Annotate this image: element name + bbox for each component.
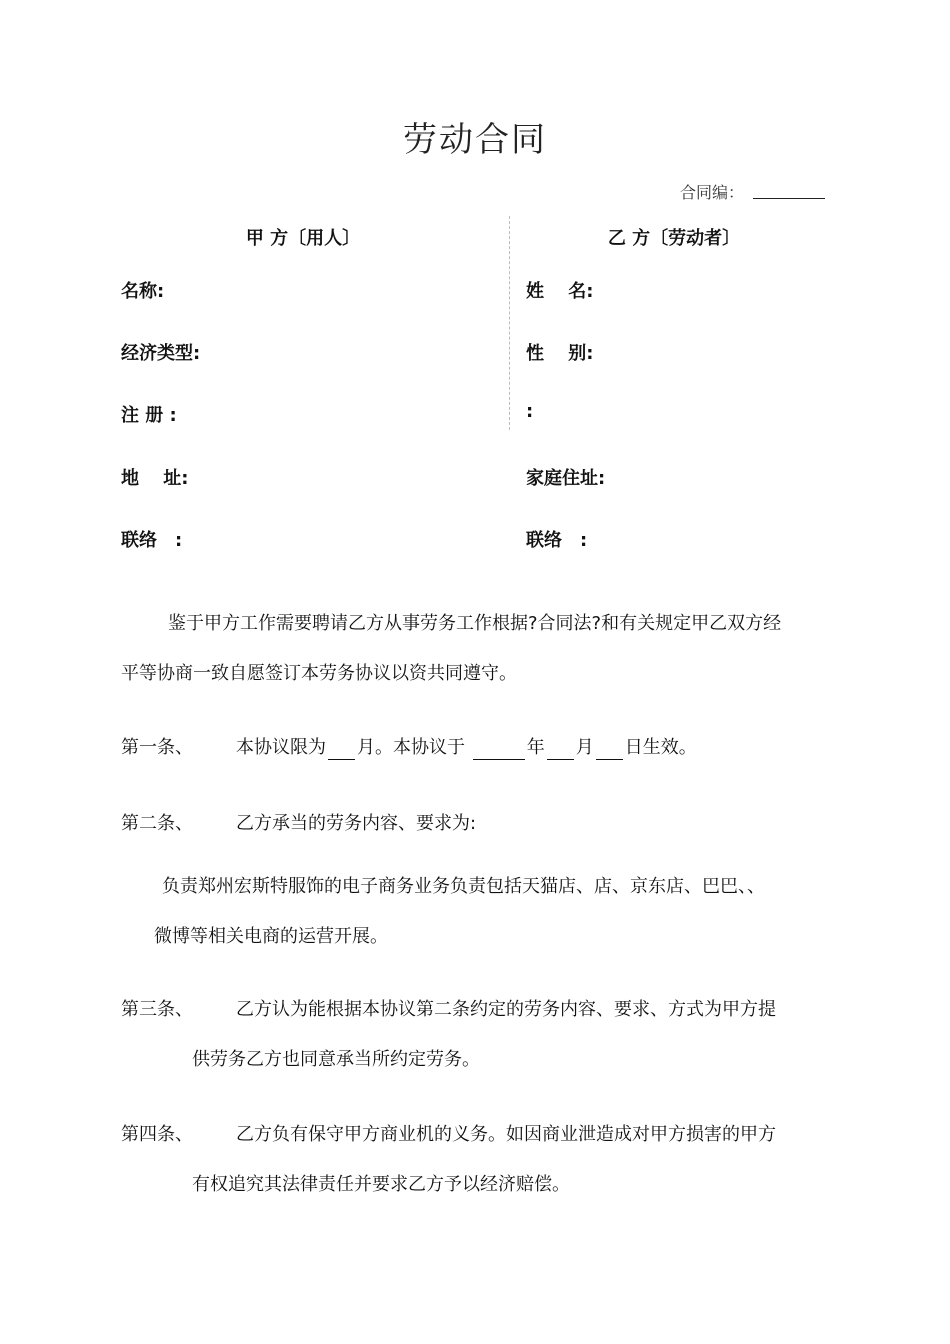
article-1-part: 本协议限为 xyxy=(236,737,326,758)
party-a-name-label: 名称: xyxy=(121,281,165,302)
article-1-part: 年 xyxy=(526,737,545,758)
party-b-home-address-label: 家庭住址: xyxy=(526,468,606,489)
preamble-line-1: 鉴于甲方工作需要聘请乙方从事劳务工作根据?合同法?和有关规定甲乙双方经 xyxy=(168,613,782,634)
article-1-part: 月 xyxy=(575,737,594,758)
article-2-detail-line-1: 负责郑州宏斯特服饰的电子商务业务负责包括天猫店、店、京东店、巴巴、、 xyxy=(162,876,765,897)
party-a-header: 甲 方〔用人〕 xyxy=(245,228,361,249)
party-a-economic-type-label: 经济类型: xyxy=(121,343,201,364)
article-1-text xyxy=(236,736,697,760)
article-4-label: 第四条、 xyxy=(121,1124,193,1145)
term-months-blank xyxy=(328,741,355,760)
effective-month-blank xyxy=(547,741,574,760)
party-divider xyxy=(509,216,510,430)
article-2-detail-line-2: 微博等相关电商的运营开展。 xyxy=(154,926,388,947)
article-4-line-2: 有权追究其法律责任并要求乙方予以经济赔偿。 xyxy=(192,1174,570,1195)
document-title: 劳动合同 xyxy=(403,120,547,160)
article-2-label: 第二条、 xyxy=(121,813,193,834)
article-3-label: 第三条、 xyxy=(121,999,193,1020)
party-b-contact-label: 联络 : xyxy=(526,530,588,551)
article-1-part: 日生效。 xyxy=(624,737,697,758)
effective-year-blank xyxy=(473,741,525,760)
party-a-registration-label: 注 册 : xyxy=(121,405,177,426)
party-b-gender-label: 性 别: xyxy=(526,343,594,364)
article-4-line-1: 乙方负有保守甲方商业机的义务。如因商业泄造成对甲方损害的甲方 xyxy=(236,1124,776,1145)
effective-day-blank xyxy=(596,741,623,760)
party-b-name-label: 姓 名: xyxy=(526,281,594,302)
article-3-line-2: 供劳务乙方也同意承当所约定劳务。 xyxy=(192,1049,480,1070)
party-a-address-label: 地 址: xyxy=(121,468,189,489)
party-a-contact-label: 联络 : xyxy=(121,530,183,551)
contract-number-label: 合同编： xyxy=(680,183,745,202)
article-2-text: 乙方承当的劳务内容、要求为: xyxy=(236,813,477,834)
preamble-line-2: 平等协商一致自愿签订本劳务协议以资共同遵守。 xyxy=(121,663,517,684)
article-3-line-1: 乙方认为能根据本协议第二条约定的劳务内容、要求、方式为甲方提 xyxy=(236,999,776,1020)
contract-number-blank xyxy=(753,198,825,199)
article-1-label: 第一条、 xyxy=(121,737,193,758)
party-b-header: 乙 方〔劳动者〕 xyxy=(607,228,741,249)
party-b-blank-label: : xyxy=(526,401,534,422)
article-1-part: 月。本协议于 xyxy=(357,737,471,758)
